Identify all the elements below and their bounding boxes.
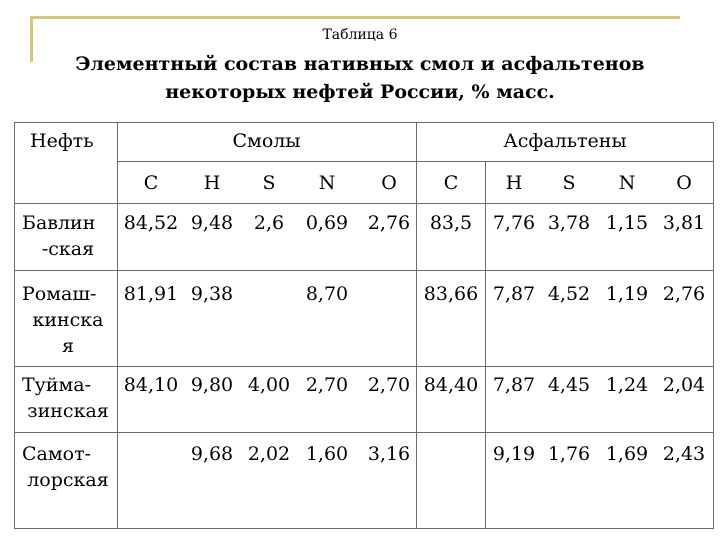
header-element-4: O	[381, 172, 397, 194]
table-cell-r0-c2: 2,6	[253, 212, 285, 234]
table-cell-r1-c6: 7,87	[492, 283, 536, 305]
grid-hline-row-2	[14, 366, 714, 367]
header-asphaltenes: Асфальтены	[503, 130, 627, 152]
table-cell-r2-c1: 9,80	[190, 374, 234, 396]
header-element-1: H	[203, 172, 221, 194]
title-line-1: Элементный состав нативных смол и асфальтенов	[75, 53, 645, 75]
table-cell-r0-c8: 1,15	[605, 212, 649, 234]
table-cell-r2-c9: 2,04	[662, 374, 706, 396]
header-element-8: N	[618, 172, 636, 194]
table-cell-r0-c6: 7,76	[492, 212, 536, 234]
table-cell-r0-c3: 0,69	[305, 212, 349, 234]
header-element-3: N	[318, 172, 336, 194]
table-cell-r1-c0: 81,91	[123, 283, 179, 305]
row-name-line: Самот-	[22, 443, 92, 465]
table-cell-r0-c1: 9,48	[190, 212, 234, 234]
table-cell-r1-c1: 9,38	[190, 283, 234, 305]
table-cell-r3-c1: 9,68	[190, 443, 234, 465]
row-name-line: лорская	[27, 469, 109, 491]
row-name-1	[22, 281, 114, 359]
row-name-line: Туйма-	[22, 374, 92, 396]
title-line-2: некоторых нефтей России, % масс.	[165, 81, 555, 103]
header-resins: Смолы	[232, 130, 301, 152]
table-title	[40, 50, 680, 106]
table-cell-r1-c9: 2,76	[662, 283, 706, 305]
table-cell-r3-c6: 9,19	[492, 443, 536, 465]
table-cell-r2-c7: 4,45	[547, 374, 591, 396]
table-cell-r0-c5: 83,5	[429, 212, 473, 234]
grid-hline-row-1	[14, 270, 714, 271]
header-element-9: O	[676, 172, 692, 194]
table-cell-r2-c4: 2,70	[367, 374, 411, 396]
table-cell-r1-c3: 8,70	[305, 283, 349, 305]
grid-hline-header	[117, 161, 714, 162]
table-cell-r3-c3: 1,60	[305, 443, 349, 465]
table-caption: Таблица 6	[322, 27, 398, 43]
row-name-0	[22, 210, 114, 262]
row-name-line: кинска	[32, 309, 104, 331]
table-cell-r0-c9: 3,81	[662, 212, 706, 234]
row-name-2	[22, 372, 114, 424]
table-cell-r0-c7: 3,78	[547, 212, 591, 234]
table-cell-r0-c0: 84,52	[123, 212, 179, 234]
header-element-6: H	[505, 172, 523, 194]
table-cell-r2-c5: 84,40	[423, 374, 479, 396]
row-name-line: Бавлин	[22, 212, 96, 234]
table-cell-r3-c8: 1,69	[605, 443, 649, 465]
table-cell-r2-c3: 2,70	[305, 374, 349, 396]
grid-hline-row-3	[14, 432, 714, 433]
table-cell-r2-c8: 1,24	[605, 374, 649, 396]
header-element-0: C	[143, 172, 159, 194]
table-cell-r2-c6: 7,87	[492, 374, 536, 396]
table-cell-r3-c9: 2,43	[662, 443, 706, 465]
row-name-3	[22, 441, 114, 493]
header-element-2: S	[262, 172, 276, 194]
row-name-line: зинская	[27, 400, 109, 422]
row-name-line: -ская	[41, 238, 95, 260]
row-name-line: я	[62, 335, 74, 357]
table-cell-r3-c2: 2,02	[247, 443, 291, 465]
table-cell-r3-c7: 1,76	[547, 443, 591, 465]
decorative-top-rule	[30, 16, 680, 19]
header-element-5: C	[443, 172, 459, 194]
table-cell-r3-c4: 3,16	[367, 443, 411, 465]
row-name-line: Ромаш-	[22, 283, 97, 305]
header-oil: Нефть	[30, 130, 94, 152]
header-element-7: S	[562, 172, 576, 194]
table-cell-r0-c4: 2,76	[367, 212, 411, 234]
table-cell-r2-c0: 84,10	[123, 374, 179, 396]
grid-hline-header-bottom	[14, 203, 714, 204]
table-cell-r1-c7: 4,52	[547, 283, 591, 305]
table-cell-r1-c5: 83,66	[423, 283, 479, 305]
table-cell-r1-c8: 1,19	[605, 283, 649, 305]
table-cell-r2-c2: 4,00	[247, 374, 291, 396]
